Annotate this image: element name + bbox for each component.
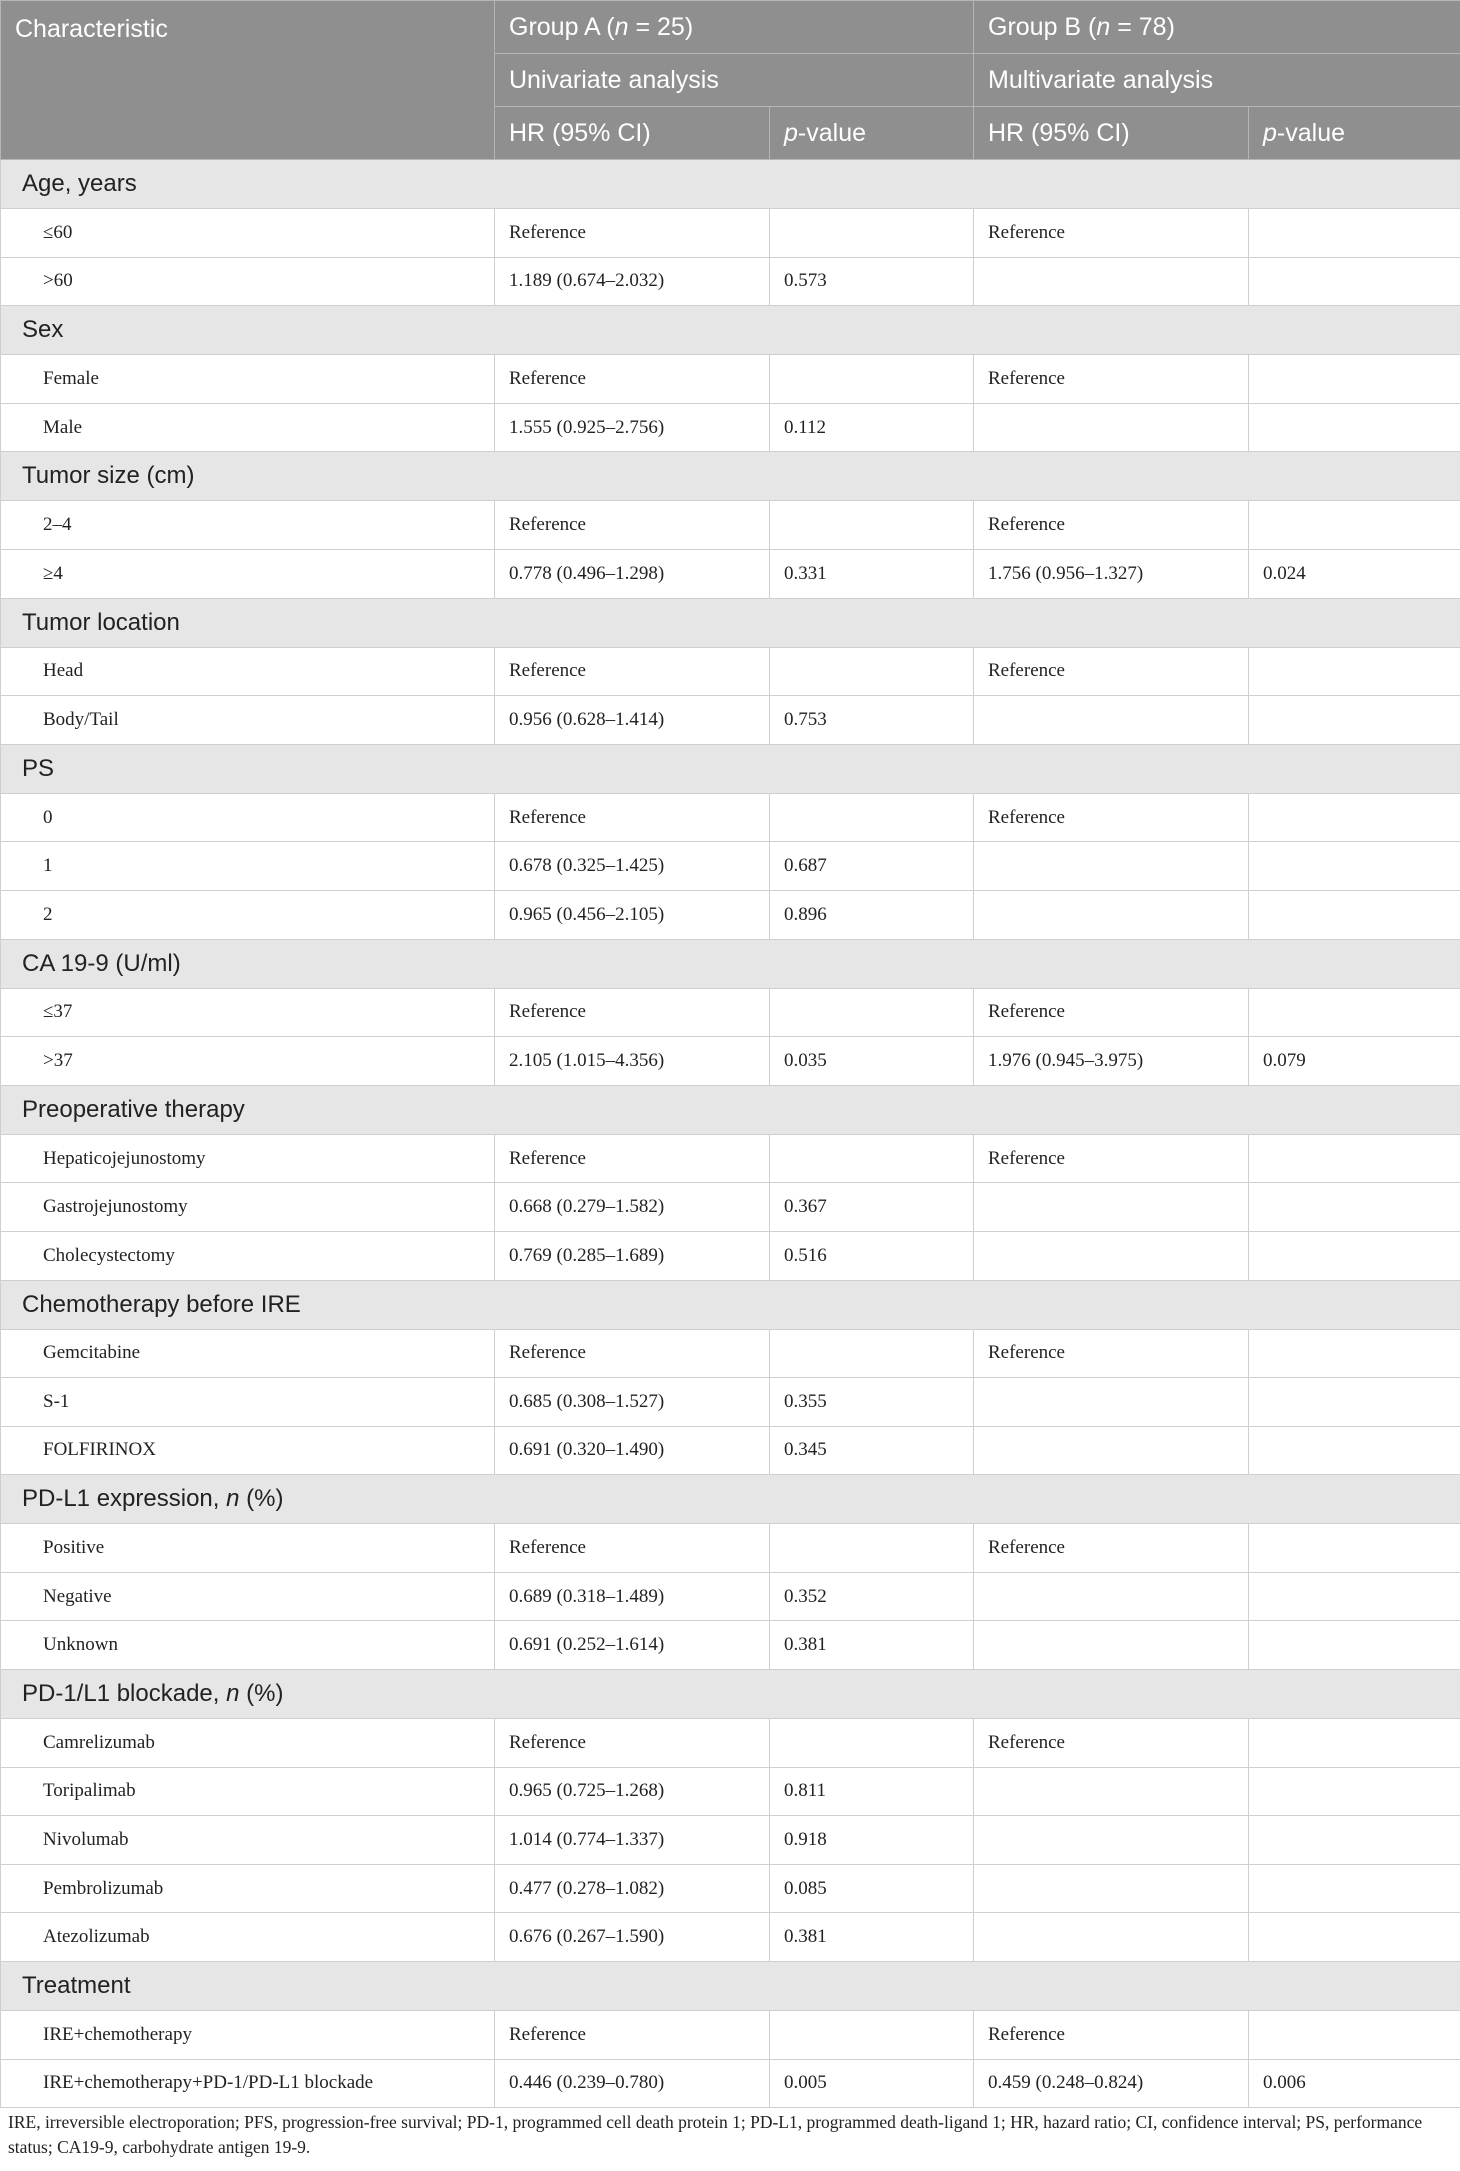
hr-univariate-cell: 0.689 (0.318–1.489)	[495, 1572, 770, 1621]
row-label-cell: Female	[1, 355, 495, 404]
p-univariate-cell: 0.381	[770, 1621, 974, 1670]
header-characteristic: Characteristic	[1, 1, 495, 160]
hr-univariate-cell: 2.105 (1.015–4.356)	[495, 1037, 770, 1086]
hr-multivariate-cell	[974, 842, 1249, 891]
row-label-cell: IRE+chemotherapy+PD-1/PD-L1 blockade	[1, 2059, 495, 2108]
hr-univariate-cell: 1.189 (0.674–2.032)	[495, 257, 770, 306]
p-univariate-cell: 0.035	[770, 1037, 974, 1086]
hr-multivariate-cell	[974, 1183, 1249, 1232]
table-row	[1, 890, 1460, 939]
row-label-cell: Pembrolizumab	[1, 1864, 495, 1913]
table-row	[1, 1524, 1460, 1573]
hr-multivariate-cell	[974, 890, 1249, 939]
category-label: Treatment	[1, 1962, 1460, 2011]
p-univariate-cell: 0.753	[770, 696, 974, 745]
category-row	[1, 1475, 1460, 1524]
category-row	[1, 598, 1460, 647]
table-row	[1, 1329, 1460, 1378]
p-multivariate-cell	[1249, 209, 1460, 258]
p-univariate-cell: 0.345	[770, 1426, 974, 1475]
table-row	[1, 1767, 1460, 1816]
p-multivariate-cell: 0.079	[1249, 1037, 1460, 1086]
p-univariate-cell	[770, 209, 974, 258]
category-label: Chemotherapy before IRE	[1, 1280, 1460, 1329]
table-row	[1, 1231, 1460, 1280]
hr-univariate-cell: 0.778 (0.496–1.298)	[495, 549, 770, 598]
hr-multivariate-cell: Reference	[974, 209, 1249, 258]
table-row	[1, 842, 1460, 891]
header-hr-multivariate: HR (95% CI)	[974, 107, 1249, 160]
table-row	[1, 1378, 1460, 1427]
table-row	[1, 1183, 1460, 1232]
category-label: PD-L1 expression, n (%)	[1, 1475, 1460, 1524]
row-label-cell: Gastrojejunostomy	[1, 1183, 495, 1232]
table-row	[1, 1864, 1460, 1913]
row-label-cell: ≤37	[1, 988, 495, 1037]
table-footnote: IRE, irreversible electroporation; PFS, progression-free survival; PD-1, programmed cell death protein 1; PD-L1, programmed death-ligand 1; HR, hazard ratio; CI, confidence interval; PS, performance status; CA19-9, carbohydrate antigen 19-9.	[8, 2112, 1423, 2157]
header-group-a: Group A (n = 25)	[495, 1, 974, 54]
hr-univariate-cell: 0.965 (0.725–1.268)	[495, 1767, 770, 1816]
category-row	[1, 1962, 1460, 2011]
hr-multivariate-cell: Reference	[974, 501, 1249, 550]
table-row	[1, 209, 1460, 258]
row-label-cell: FOLFIRINOX	[1, 1426, 495, 1475]
hr-multivariate-cell	[974, 1426, 1249, 1475]
p-multivariate-cell	[1249, 793, 1460, 842]
p-multivariate-cell	[1249, 696, 1460, 745]
category-row	[1, 452, 1460, 501]
table-body	[1, 160, 1460, 2108]
p-univariate-cell	[770, 1719, 974, 1768]
row-label-cell: 2	[1, 890, 495, 939]
row-label-cell: Gemcitabine	[1, 1329, 495, 1378]
p-univariate-cell: 0.381	[770, 1913, 974, 1962]
p-multivariate-cell	[1249, 647, 1460, 696]
row-label-cell: Body/Tail	[1, 696, 495, 745]
category-label: Tumor location	[1, 598, 1460, 647]
row-label-cell: ≤60	[1, 209, 495, 258]
hr-univariate-cell: Reference	[495, 355, 770, 404]
hr-multivariate-cell	[974, 1378, 1249, 1427]
hr-univariate-cell: 0.685 (0.308–1.527)	[495, 1378, 770, 1427]
header-hr-univariate: HR (95% CI)	[495, 107, 770, 160]
hr-multivariate-cell	[974, 1572, 1249, 1621]
hr-multivariate-cell: 1.756 (0.956–1.327)	[974, 549, 1249, 598]
row-label-cell: Positive	[1, 1524, 495, 1573]
p-multivariate-cell	[1249, 257, 1460, 306]
p-univariate-cell: 0.355	[770, 1378, 974, 1427]
p-univariate-cell	[770, 988, 974, 1037]
p-multivariate-cell	[1249, 1719, 1460, 1768]
hr-univariate-cell: 0.965 (0.456–2.105)	[495, 890, 770, 939]
table-row	[1, 1134, 1460, 1183]
category-row	[1, 744, 1460, 793]
row-label-cell: Unknown	[1, 1621, 495, 1670]
category-label: Age, years	[1, 160, 1460, 209]
row-label-cell: Atezolizumab	[1, 1913, 495, 1962]
p-multivariate-cell	[1249, 988, 1460, 1037]
p-univariate-cell: 0.811	[770, 1767, 974, 1816]
header-univariate: Univariate analysis	[495, 54, 974, 107]
p-multivariate-cell	[1249, 842, 1460, 891]
p-univariate-cell	[770, 1134, 974, 1183]
row-label-cell: >60	[1, 257, 495, 306]
row-label-cell: Male	[1, 403, 495, 452]
table-row	[1, 549, 1460, 598]
hr-multivariate-cell	[974, 1816, 1249, 1865]
p-univariate-cell	[770, 1329, 974, 1378]
hr-univariate-cell: 0.668 (0.279–1.582)	[495, 1183, 770, 1232]
hr-univariate-cell: 1.014 (0.774–1.337)	[495, 1816, 770, 1865]
header-p-univariate: p-value	[770, 107, 974, 160]
hr-univariate-cell: Reference	[495, 1134, 770, 1183]
row-label-cell: Head	[1, 647, 495, 696]
p-multivariate-cell	[1249, 1231, 1460, 1280]
table-row	[1, 1816, 1460, 1865]
hr-multivariate-cell: 0.459 (0.248–0.824)	[974, 2059, 1249, 2108]
hr-multivariate-cell	[974, 403, 1249, 452]
hr-univariate-cell: 0.956 (0.628–1.414)	[495, 696, 770, 745]
p-multivariate-cell	[1249, 1134, 1460, 1183]
p-multivariate-cell: 0.006	[1249, 2059, 1460, 2108]
p-univariate-cell: 0.573	[770, 257, 974, 306]
hr-multivariate-cell: Reference	[974, 355, 1249, 404]
category-row	[1, 160, 1460, 209]
row-label-cell: Cholecystectomy	[1, 1231, 495, 1280]
hr-univariate-cell: 0.691 (0.252–1.614)	[495, 1621, 770, 1670]
hr-multivariate-cell: Reference	[974, 1524, 1249, 1573]
hr-univariate-cell: 0.678 (0.325–1.425)	[495, 842, 770, 891]
header-multivariate: Multivariate analysis	[974, 54, 1460, 107]
row-label-cell: S-1	[1, 1378, 495, 1427]
table-row	[1, 2011, 1460, 2060]
table-row	[1, 647, 1460, 696]
row-label-cell: 2–4	[1, 501, 495, 550]
table-row	[1, 501, 1460, 550]
p-multivariate-cell	[1249, 355, 1460, 404]
p-multivariate-cell	[1249, 403, 1460, 452]
hr-multivariate-cell: Reference	[974, 1134, 1249, 1183]
hr-univariate-cell: 0.691 (0.320–1.490)	[495, 1426, 770, 1475]
hr-univariate-cell: Reference	[495, 501, 770, 550]
p-univariate-cell	[770, 647, 974, 696]
p-univariate-cell: 0.005	[770, 2059, 974, 2108]
header-group-b: Group B (n = 78)	[974, 1, 1460, 54]
row-label-cell: Hepaticojejunostomy	[1, 1134, 495, 1183]
p-univariate-cell: 0.331	[770, 549, 974, 598]
p-multivariate-cell: 0.024	[1249, 549, 1460, 598]
category-row	[1, 1280, 1460, 1329]
hr-multivariate-cell: Reference	[974, 1329, 1249, 1378]
hr-univariate-cell: Reference	[495, 209, 770, 258]
p-univariate-cell: 0.918	[770, 1816, 974, 1865]
hr-univariate-cell: Reference	[495, 793, 770, 842]
table-row	[1, 2059, 1460, 2108]
p-univariate-cell	[770, 2011, 974, 2060]
p-multivariate-cell	[1249, 2011, 1460, 2060]
table-row	[1, 1572, 1460, 1621]
p-univariate-cell	[770, 501, 974, 550]
p-univariate-cell: 0.085	[770, 1864, 974, 1913]
table-header	[1, 1, 1460, 160]
p-multivariate-cell	[1249, 1572, 1460, 1621]
header-p-multivariate: p-value	[1249, 107, 1460, 160]
p-multivariate-cell	[1249, 1378, 1460, 1427]
hr-univariate-cell: Reference	[495, 988, 770, 1037]
row-label-cell: Nivolumab	[1, 1816, 495, 1865]
hr-multivariate-cell	[974, 1913, 1249, 1962]
table-row	[1, 403, 1460, 452]
table-row	[1, 257, 1460, 306]
row-label-cell: Negative	[1, 1572, 495, 1621]
row-label-cell: 1	[1, 842, 495, 891]
hr-univariate-cell: Reference	[495, 647, 770, 696]
category-label: PS	[1, 744, 1460, 793]
p-multivariate-cell	[1249, 1913, 1460, 1962]
table-row	[1, 696, 1460, 745]
table-row	[1, 1913, 1460, 1962]
row-label-cell: Camrelizumab	[1, 1719, 495, 1768]
category-row	[1, 1670, 1460, 1719]
p-multivariate-cell	[1249, 1524, 1460, 1573]
hr-univariate-cell: 0.477 (0.278–1.082)	[495, 1864, 770, 1913]
hr-multivariate-cell: Reference	[974, 1719, 1249, 1768]
hr-univariate-cell: Reference	[495, 2011, 770, 2060]
hr-multivariate-cell	[974, 1864, 1249, 1913]
hr-multivariate-cell: Reference	[974, 988, 1249, 1037]
hr-univariate-cell: Reference	[495, 1524, 770, 1573]
p-multivariate-cell	[1249, 1183, 1460, 1232]
hr-univariate-cell: 1.555 (0.925–2.756)	[495, 403, 770, 452]
p-univariate-cell: 0.367	[770, 1183, 974, 1232]
category-row	[1, 306, 1460, 355]
hr-univariate-cell: Reference	[495, 1719, 770, 1768]
p-univariate-cell: 0.687	[770, 842, 974, 891]
category-label: Sex	[1, 306, 1460, 355]
hr-multivariate-cell: Reference	[974, 647, 1249, 696]
category-label: PD-1/L1 blockade, n (%)	[1, 1670, 1460, 1719]
p-univariate-cell	[770, 793, 974, 842]
table-row	[1, 1426, 1460, 1475]
hr-multivariate-cell: Reference	[974, 793, 1249, 842]
hr-univariate-cell: Reference	[495, 1329, 770, 1378]
table-row	[1, 793, 1460, 842]
row-label-cell: Toripalimab	[1, 1767, 495, 1816]
hr-univariate-cell: 0.446 (0.239–0.780)	[495, 2059, 770, 2108]
p-multivariate-cell	[1249, 890, 1460, 939]
p-multivariate-cell	[1249, 1329, 1460, 1378]
p-multivariate-cell	[1249, 1864, 1460, 1913]
category-row	[1, 1085, 1460, 1134]
p-univariate-cell	[770, 1524, 974, 1573]
hr-multivariate-cell: Reference	[974, 2011, 1249, 2060]
p-multivariate-cell	[1249, 1426, 1460, 1475]
row-label-cell: 0	[1, 793, 495, 842]
hr-univariate-cell: 0.769 (0.285–1.689)	[495, 1231, 770, 1280]
row-label-cell: >37	[1, 1037, 495, 1086]
p-multivariate-cell	[1249, 501, 1460, 550]
p-univariate-cell: 0.112	[770, 403, 974, 452]
hr-multivariate-cell	[974, 696, 1249, 745]
table-row	[1, 1621, 1460, 1670]
table-row	[1, 1719, 1460, 1768]
category-label: Tumor size (cm)	[1, 452, 1460, 501]
hr-multivariate-cell: 1.976 (0.945–3.975)	[974, 1037, 1249, 1086]
p-univariate-cell: 0.516	[770, 1231, 974, 1280]
table-row	[1, 355, 1460, 404]
p-univariate-cell	[770, 355, 974, 404]
category-label: Preoperative therapy	[1, 1085, 1460, 1134]
hr-multivariate-cell	[974, 1231, 1249, 1280]
category-label: CA 19-9 (U/ml)	[1, 939, 1460, 988]
hr-multivariate-cell	[974, 257, 1249, 306]
p-univariate-cell: 0.896	[770, 890, 974, 939]
row-label-cell: ≥4	[1, 549, 495, 598]
p-univariate-cell: 0.352	[770, 1572, 974, 1621]
table-row	[1, 1037, 1460, 1086]
category-row	[1, 939, 1460, 988]
table-row	[1, 988, 1460, 1037]
hr-univariate-cell: 0.676 (0.267–1.590)	[495, 1913, 770, 1962]
p-multivariate-cell	[1249, 1767, 1460, 1816]
hr-multivariate-cell	[974, 1621, 1249, 1670]
hr-multivariate-cell	[974, 1767, 1249, 1816]
p-multivariate-cell	[1249, 1816, 1460, 1865]
p-multivariate-cell	[1249, 1621, 1460, 1670]
row-label-cell: IRE+chemotherapy	[1, 2011, 495, 2060]
